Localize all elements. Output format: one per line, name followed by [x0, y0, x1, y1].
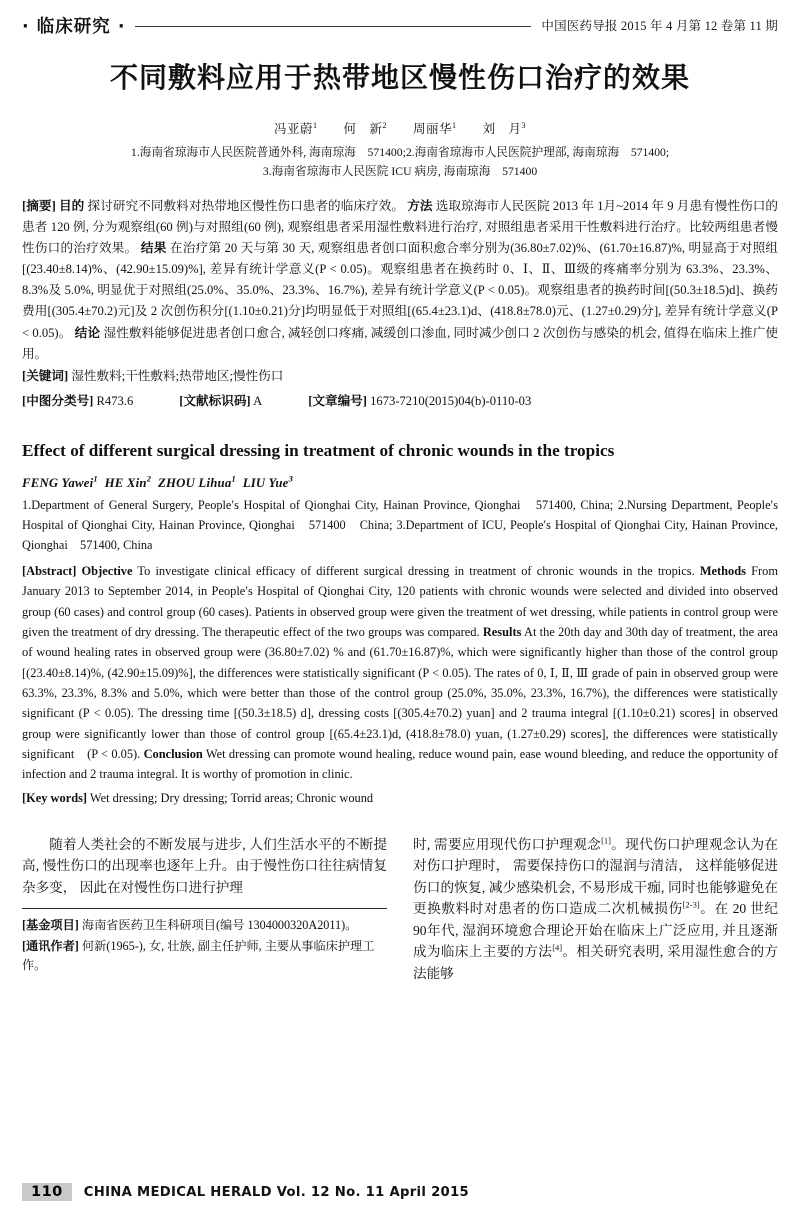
fund-text: 海南省医药卫生科研项目(编号 1304000320A2011)。: [81, 918, 358, 933]
objective-label: Objective: [81, 563, 133, 578]
author-entry: [104, 473, 152, 491]
body-column-left: [22, 834, 387, 984]
article-id-label: [文章编号]: [308, 394, 367, 409]
author-affil-marker: 2: [382, 120, 387, 130]
doc-code-label: [文献标识码]: [179, 394, 251, 409]
citation-ref: [2-3]: [682, 899, 700, 910]
english-keywords: [22, 788, 778, 808]
doc-code-value: A: [253, 394, 263, 409]
author-name: LIU Yue: [242, 476, 289, 491]
author-affil-marker: 2: [146, 473, 152, 484]
body-column-right: [413, 834, 778, 984]
author-affil-marker: 1: [312, 120, 318, 130]
clc-value: R473.6: [96, 394, 134, 409]
author-affil-marker: 1: [452, 120, 457, 130]
author-name: ZHOU Lihua: [157, 476, 232, 491]
results-text: At the 20th day and 30th day of treatment, the area of wound healing rates in observed group were (36.80±7.02) % and (61.70±16.87)%, which were significantly higher than those of the control group [(23.40±8.14)%, (42.90±15.09)%], the differences were statistically significant (P < 0.05). The rates of 0, Ⅰ, Ⅱ, Ⅲ grade of pain in observed group were 63.3%, 23.3%, 8.3% and 5.0%, which were better than those of the control group (25.0%, 35.0%, 23.3%, 16.7%), the differences were statistically significant (P < 0.05). The dressing time [(50.3±18.5) d], dressing costs [(305.4±70.2) yuan] and 2 trauma integral [(1.10±0.21) scores] in observed group were significantly lower than those of control group [(65.4±23.1)d, (418.8±78.0) yuan, (1.27±0.29) scores], the differences were statistically significant (P < 0.05).: [22, 624, 778, 761]
body-paragraph: [413, 834, 778, 984]
author-entry: [413, 122, 457, 136]
author-entry: [274, 122, 318, 136]
keywords-text: Wet dressing; Dry dressing; Torrid areas; Chronic wound: [89, 790, 374, 805]
affiliation-block: [22, 143, 778, 182]
conclusion-text: 湿性敷料能够促进患者创口愈合, 减轻创口疼痛, 减缓创口渗血, 同时减少创口 2 次创伤与感染的机会, 值得在临床上推广使用。: [22, 325, 779, 361]
author-name: 刘 月: [482, 122, 522, 136]
author-name: FENG Yawei: [22, 476, 94, 491]
corresponding-label: [通讯作者]: [22, 939, 79, 954]
fund-footnote: [22, 916, 387, 935]
author-name: HE Xin: [104, 476, 147, 491]
methods-text: From January 2013 to September 2014, in People′s Hospital of Qionghai City, 120 patients with chronic wounds were selected and divided into observed group (60 cases) and control group (60 cases). Patients in observed group were given the treatment of wet dressing, while patients in control group were given the treatment of dry dressing. The therapeutic effect of the two groups was compared.: [22, 563, 778, 639]
author-entry: [157, 473, 236, 491]
author-list: [22, 119, 778, 137]
citation-ref: [1]: [601, 835, 611, 846]
objective-text: 探讨研究不同敷料对热带地区慢性伤口患者的临床疗效。: [87, 198, 405, 213]
footer-journal-line: CHINA MEDICAL HERALD Vol. 12 No. 11 April 2015: [83, 1184, 469, 1200]
corresponding-text: 何新(1965-), 女, 壮族, 副主任护师, 主要从事临床护理工作。: [22, 939, 375, 973]
affiliation-line: 3.海南省琼海市人民医院 ICU 病房, 海南琼海 571400: [262, 165, 538, 179]
results-text: 在治疗第 20 天与第 30 天, 观察组患者创口面积愈合率分别为(36.80±7.02)%、(61.70±16.87)%, 明显高于对照组[(23.40±8.14)%、(42.90±15.09)%], 差异有统计学意义(P < 0.05)。观察组患者在换药时 0、Ⅰ、Ⅱ、Ⅲ级的疼痛率分别为 63.3%、23.3%、8.3%及 5.0%, 明显优于对照组(25.0%、35.0%、23.3%、16.7%), 差异有统计学意义(P < 0.05)。观察组患者的换药时间[(50.3±18.5)d]、换药费用[(305.4±70.2)元]及 2 次创伤积分[(1.10±0.21)分]均明显低于对照组[(65.4±23.1)d、(418.8±78.0)元、(1.27±0.29)分], 差异有统计学意义(P < 0.05)。: [22, 240, 779, 340]
clc-label: [中图分类号]: [22, 394, 94, 409]
author-entry: [343, 122, 387, 136]
author-entry: [22, 473, 98, 491]
corresponding-author-footnote: [22, 937, 387, 975]
chinese-abstract: [22, 196, 778, 365]
author-entry: [242, 473, 294, 491]
body-text-segment: 。在 20 世纪 90年代, 湿润环境愈合理论开始在临床上广泛应用, 并且逐渐成为临床上主要的方法: [413, 901, 779, 960]
affiliation-line: 1.海南省琼海市人民医院普通外科, 海南琼海 571400;2.海南省琼海市人民医院护理部, 海南琼海 571400;: [130, 146, 670, 159]
author-name: 冯亚蔚: [273, 122, 313, 136]
methods-label: Methods: [699, 563, 746, 578]
keywords-label: [Key words]: [22, 790, 88, 805]
author-affil-marker: 3: [288, 473, 294, 484]
methods-label: 方法: [407, 198, 433, 213]
objective-text: To investigate clinical efficacy of different surgical dressing in treatment of chronic wounds in the tropics.: [137, 563, 695, 578]
author-entry: [483, 122, 527, 136]
results-label: Results: [482, 624, 522, 639]
author-affil-marker: 1: [93, 473, 98, 484]
body-paragraph: 随着人类社会的不断发展与进步, 人们生活水平的不断提高, 慢性伤口的出现率也逐年上升。由于慢性伤口往往病情复杂多变， 因此在对慢性伤口进行护理: [22, 836, 387, 895]
body-text-segment: 。相关研究表明, 采用湿性愈合的方法能够: [413, 944, 779, 981]
author-affil-marker: 1: [231, 473, 236, 484]
classification-codes: [22, 390, 778, 413]
page-footer: [22, 1183, 469, 1201]
footnote-block: [22, 908, 387, 975]
author-name: 何 新: [343, 122, 383, 136]
english-author-list: [22, 474, 778, 491]
running-head: [22, 0, 778, 42]
citation-ref: [4]: [552, 942, 563, 953]
body-text-segment: 。现代伤口护理观念认为在对伤口护理时， 需要保持伤口的湿润与清洁， 这样能够促进伤口的恢复, 减少感染机会, 不易形成干痂, 同时也能够避免在更换敷料时对患者的伤口造成二次机械损伤: [413, 836, 779, 917]
english-affiliation: 1.Department of General Surgery, People′s Hospital of Qionghai City, Hainan Province, Qionghai 571400, China; 2.Nursing Department, People′s Hospital of Qionghai City, Hainan Province, Qionghai 571400 China; 3.Department of ICU, People′s Hospital of Qionghai City, Hainan Province, Qionghai 571400, China: [22, 498, 778, 552]
body-columns: [22, 834, 778, 984]
conclusion-label: 结论: [74, 325, 101, 340]
methods-text: 选取琼海市人民医院 2013 年 1月~2014 年 9 月患有慢性伤口的患者 120 例, 分为观察组(60 例)与对照组(60 例), 观察组患者采用湿性敷料进行治疗, 对照组患者采用干性敷料进行治疗。比较两组患者慢性伤口的治疗效果。: [22, 198, 779, 255]
keywords-text: 湿性敷料;干性敷料;热带地区;慢性伤口: [71, 368, 284, 383]
page-number: 110: [22, 1183, 72, 1201]
results-label: 结果: [140, 240, 167, 255]
fund-label: [基金项目]: [22, 918, 79, 933]
keywords-label: [关键词]: [22, 368, 69, 383]
header-divider: [135, 26, 531, 27]
body-text-segment: 时, 需要应用现代伤口护理观念: [413, 836, 602, 852]
page-title: 不同敷料应用于热带地区慢性伤口治疗的效果: [109, 61, 690, 94]
article-id-value: 1673-7210(2015)04(b)-0110-03: [370, 394, 532, 409]
author-name: 周丽华: [413, 122, 453, 136]
objective-label: 目的: [59, 198, 85, 213]
journal-issue-line: 中国医药导报 2015 年 4 月第 12 卷第 11 期: [541, 19, 778, 33]
chinese-keywords: [22, 365, 778, 388]
abstract-label: [Abstract]: [22, 563, 77, 578]
english-abstract: [22, 561, 778, 785]
author-affil-marker: 3: [521, 120, 527, 130]
conclusion-text: Wet dressing can promote wound healing, reduce wound pain, ease wound bleeding, and reduce the opportunity of infection and 2 trauma integral. It is worthy of promotion in clinic.: [22, 746, 778, 782]
section-label: · 临床研究 ·: [22, 16, 126, 37]
english-title: Effect of different surgical dressing in treatment of chronic wounds in the tropics: [22, 441, 615, 461]
conclusion-label: Conclusion: [143, 746, 203, 761]
abstract-label: [摘要]: [22, 198, 56, 213]
